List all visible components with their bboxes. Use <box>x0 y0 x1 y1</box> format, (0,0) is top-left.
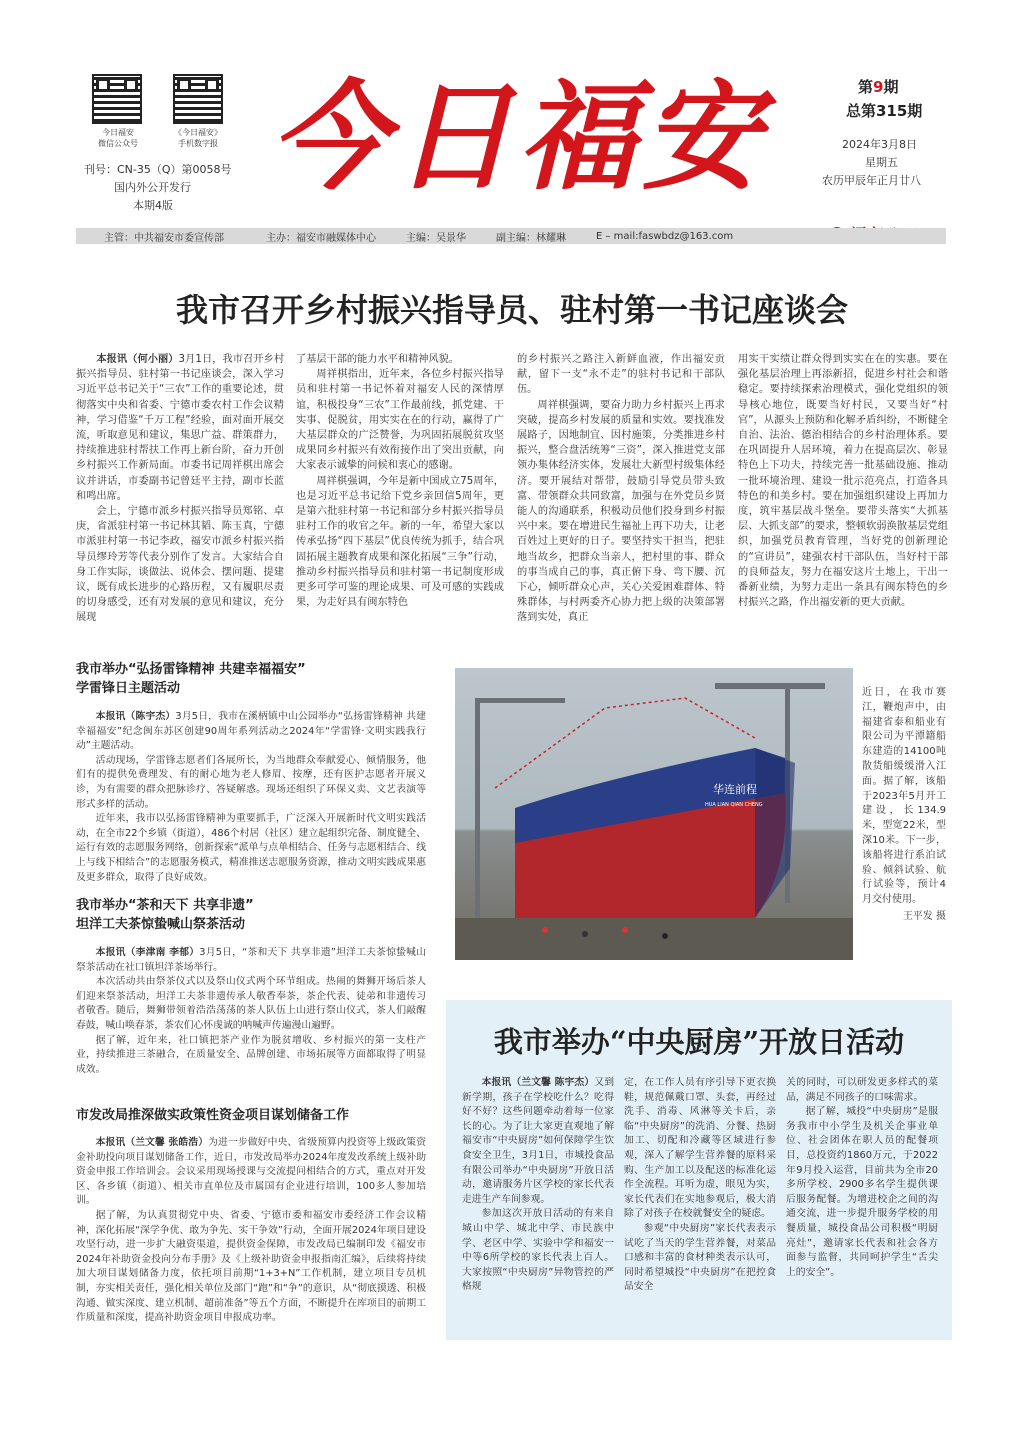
photo-caption <box>862 686 946 925</box>
masthead-title: 今日福安 <box>270 67 767 206</box>
host: 主办：福安市融媒体中心 <box>266 232 376 244</box>
qr-digital-paper[interactable] <box>173 74 223 124</box>
qr-code-icon <box>92 74 142 124</box>
fund-title: 市发改局推深做实政策性资金项目谋划储备工作 <box>76 1108 350 1123</box>
qr-digital-caption: 《今日福安》 手机数字报 <box>174 128 222 148</box>
kitchen-text: 据了解，城投“中央厨房”是服务我市中小学生及机关企事业单位、社会团体在职人员的配餐项目，总投资约1860万元，于2022年9月投入运营，目前共为全市20多所学校、2900多名学生提供课后服务配餐。为增进校企之间的沟通交流，进一步提升服务学校的用餐质量，城投食品公司积极“明厨亮灶”，邀请家长代表和社会各方面参与监督，共同呵护学生“舌尖上的安全”。 <box>786 1106 938 1278</box>
tea-text: 3月5日，“茶和天下 共享非遗”坦洋工夫茶惊蛰喊山祭茶活动在社口镇坦洋茶场举行。 <box>76 947 426 973</box>
ship-name-text: 华连前程 <box>713 783 757 796</box>
ship-illustration <box>455 668 853 960</box>
fund-text: 据了解，为认真贯彻党中央、省委、宁德市委和福安市委经济工作会议精神，深化拓展“深学争优、敢为争先、实干争效”行动，全面开展2024年项目建设攻坚行动，进一步扩大融资渠道，提供资金保障，市发改局已编制印发《福安市2024年补助资金投向分布手册》及《上级补助资金申报指南汇编》，后续将持续加大项目谋划储备力度，依托项目前期“1+3+N”工作机制，建立项目专员机制，夯实相关责任，强化相关单位及部门“跑”和“争”的意识，从“彻底摸透、积极沟通、做实深度、建立机制、超前准备”等五个方面，不断提升在库项目的前期工作质量和深度，提高补助资金项目申报成功率。 <box>76 1209 426 1324</box>
lead-text: 周祥棋指出，近年来，各位乡村振兴指导员和驻村第一书记怀着对福安人民的深情厚谊，积极投身“三农”工作最前线，抓党建、干实事、促脱贫，用实实在在的行动，赢得了广大基层群众的广泛赞誉，为巩固拓展脱贫攻坚成果同乡村振兴有效衔接作出了突出贡献，向大家表示诚挚的问候和衷心的感谢。 <box>296 369 504 472</box>
deputy-editor: 副主编：林耀琳 <box>496 232 566 244</box>
distribution: 国内外公开发行 <box>114 181 191 194</box>
tea-title-line: 坦洋工夫茶惊蛰喊山祭茶活动 <box>76 917 246 932</box>
lead-text: 的乡村振兴之路注入新鲜血液，作出福安贡献，留下一支“永不走”的驻村书记和干部队伍。 <box>517 354 725 396</box>
ship-name-en-text: HUA LIAN QIAN CHENG <box>705 802 763 808</box>
qr-wechat-caption: 今日福安 微信公众号 <box>98 128 138 148</box>
tea-text: 本次活动共由祭茶仪式以及祭山仪式两个环节组成。热闹的舞狮开场后茶人们迎来祭茶活动，坦洋工夫茶非遗传承人敬香奉茶，茶企代表、徒弟和非遗传习者敬香。随后，舞狮带领着浩浩荡荡的茶人队伍上山进行祭山仪式，茶人们敲醒春鼓，喊山唤春茶，茶农们心怀虔诚的呐喊声传遍漫山遍野。 <box>76 976 426 1031</box>
lead-headline: 我市召开乡村振兴指导员、驻村第一书记座谈会 <box>175 291 848 329</box>
leifeng-title-line: 学雷锋日主题活动 <box>76 681 181 696</box>
lead-col-3 <box>517 352 725 642</box>
kitchen-col-2 <box>624 1076 776 1338</box>
lead-col-1 <box>76 352 284 642</box>
issue-date: 2024年3月8日 <box>842 138 917 151</box>
page-count: 本期4版 <box>133 199 173 212</box>
tea-title-line: 我市举办“茶和天下 共享非遗” <box>76 898 254 913</box>
kitchen-byline: 本报讯（兰文馨 陈宇杰） <box>481 1077 595 1088</box>
total-issue: 总第315期 <box>846 102 923 120</box>
fund-text: 为进一步做好中央、省级预算内投资等上级政策资金补助投向项目谋划储备工作，近日，市发改局举办2024年度发改系统上级补助资金申报工作培训会。会议采用现场授课与交流提问相结合的方式，重点对开发区、各乡镇（街道）、相关市直单位及市属国有企业进行培训，100多人参加培训。 <box>76 1137 426 1207</box>
photo-caption-text: 近日，在我市赛江，鞭炮声中，由福建省泰和船业有限公司为平潭籍船东建造的14100吨散货船缓缓滑入江面。据了解，该船于2023年5月开工建设，长134.9米，型宽22米，型深10米。下一步，该船将进行系泊试验、倾斜试验、航行试验等，预计4月交付使用。 <box>862 687 946 906</box>
kitchen-text: 参加这次开放日活动的有来自城山中学、城北中学、市民族中学、老区中学、实验中学和福安一中等6所学校的家长代表上百人。大家按照“中央厨房”异物管控的严格规 <box>462 1208 614 1293</box>
kitchen-text: 定，在工作人员有序引导下更衣换鞋，规范佩戴口罩、头套，再经过洗手、消毒、风淋等关卡后，亲临“中央厨房”的洗消、分餐、热厨加工、切配和冷藏等区域进行参观，深入了解学生营养餐的原料采购、生产加工以及配送的标准化运作全流程。耳听为虚，眼见为实，家长代表们在实地参观后，极大消除了对孩子在校就餐安全的疑虑。 <box>624 1077 776 1220</box>
tea-body <box>76 946 426 1096</box>
fund-byline: 本报讯（兰文馨 张皓浩） <box>95 1137 209 1148</box>
issue-number: 第9期 <box>858 78 899 96</box>
qr-wechat[interactable] <box>92 74 142 124</box>
sponsor: 主管：中共福安市委宣传部 <box>104 232 224 244</box>
fund-body <box>76 1136 426 1372</box>
lead-col-4 <box>738 352 948 642</box>
kitchen-col-1 <box>462 1076 614 1338</box>
lead-text: 会上，宁德市派乡村振兴指导员郑铭、卓庚，省派驻村第一书记林其韬、陈玉真，宁德市派驻村第一书记李政，福安市派乡村振兴指导员缪玲芳等代表分别作了发言。大家结合自身工作实际，谈做法、说体会、摆问题、提建议，既有成长进步的心路历程，又有履职尽责的切身感受，还有对发展的意见和建议，充分展现 <box>76 506 284 624</box>
chief-editor: 主编：吴景华 <box>406 232 466 244</box>
lead-col-2 <box>296 352 504 642</box>
lead-text: 3月1日，我市召开乡村振兴指导员、驻村第一书记座谈会，深入学习习近平总书记关于“三农”工作的重要论述，贯彻落实中央和省委、宁德市委农村工作会议精神，学习借鉴“千万工程”经验，面对面开展交流，听取意见和建议，集思广益、群策群力，持续推进驻村帮扶工作再上新台阶，奋力开创乡村振兴工作新局面。市委书记周祥棋出席会议并讲话，市委副书记曾廷平主持，副市长蓝和鸣出席。 <box>76 354 284 502</box>
weekday: 星期五 <box>865 156 898 169</box>
lead-text: 了基层干部的能力水平和精神风貌。 <box>296 354 459 365</box>
tea-byline: 本报讯（李津南 李郁） <box>95 947 200 958</box>
leifeng-text: 活动现场，学雷锋志愿者们各展所长，为当地群众奉献爱心、倾情服务，他们有的提供免费理发、有的耐心地为老人修眉、按摩，还有医护志愿者开展义诊，为有需要的群众把脉诊疗、答疑解惑。现场还组织了环保义卖、文艺表演等形式多样的活动。 <box>76 754 426 810</box>
kitchen-text: 参观“中央厨房”家长代表表示试吃了当天的学生营养餐，对菜品口感和丰富的食材种类表示认可，同时希望城投“中央厨房”在把控食品安全 <box>624 1222 776 1293</box>
lead-byline: 本报讯（何小丽） <box>96 354 179 365</box>
kitchen-text: 又到新学期，孩子在学校吃什么？吃得好不好？这些问题牵动着每一位家长的心。为了让大家更直观地了解福安市“中央厨房”如何保障学生饮食安全卫生，3月1日，市城投食品有限公司举办“中央厨房”开放日活动，邀请服务片区学校的家长代表走进生产车间参观。 <box>462 1077 614 1205</box>
tea-text: 据了解，近年来，社口镇把茶产业作为脱贫增收、乡村振兴的第一支柱产业，持续推进三茶融合，在质量安全、品牌创建、市场拓展等方面都取得了明显成效。 <box>76 1034 426 1075</box>
lunar-date: 农历甲辰年正月廿八 <box>822 174 921 187</box>
photo-credit: 王平发 摄 <box>902 910 946 922</box>
tea-title <box>76 896 426 934</box>
leifeng-body <box>76 710 426 882</box>
leifeng-title-line: 我市举办“弘扬雷锋精神 共建幸福福安” <box>76 662 306 677</box>
qr-code-icon <box>173 74 223 124</box>
ship-launch-photo <box>455 668 853 960</box>
kitchen-col-3 <box>786 1076 938 1338</box>
lead-text: 周祥棋强调，要奋力助力乡村振兴上再求突破，提高乡村发展的质量和实效。要找准发展路子，因地制宜、因村施策，分类推进乡村振兴，整合盘活统筹“三资”，深入推进党支部领办集体经济实体，发展壮大新型村级集体经济。要开展结对帮带，鼓励引导党员带头致富、带领群众共同致富，加强与在外党员乡贤能人的沟通联系，积极动员他们投身到乡村振兴中来。要在增进民生福祉上再下功夫，让老百姓过上更好的日子。要坚持实干担当，把驻地当故乡，把群众当亲人，把村里的事、群众的事当成自己的事，真正俯下身、弯下腰、沉下心，倾听群众心声，关心关爱困难群体、特殊群体，与村两委齐心协力把上级的决策部署落到实处，真正 <box>517 399 725 624</box>
leifeng-text: 近年来，我市以弘扬雷锋精神为重要抓手，广泛深入开展新时代文明实践活动，在全市22个乡镇（街道），486个村居（社区）建立起组织完备、制度健全、运行有效的志愿服务网络，创新探索“派单与点单相结合、任务与志愿相结合、线上与线下相结合”的志愿服务模式，精准推送志愿服务资源，推动文明实践成果惠及更多群众，取得了良好成效。 <box>76 813 426 882</box>
leifeng-byline: 本报讯（陈宇杰） <box>95 711 176 722</box>
email: E – mail:faswbdz@163.com <box>596 230 734 242</box>
leifeng-text: 3月5日，我市在溪柄镇中山公园举办“弘扬雷锋精神 共建幸福福安”纪念闽东苏区创建90周年系列活动之2024年“学雷锋·文明实践我行动”主题活动。 <box>76 711 426 752</box>
leifeng-title <box>76 660 426 698</box>
lead-text: 用实干实绩让群众得到实实在在的实惠。要在强化基层治理上再添新招，促进乡村社会和谐稳定。要持续探索治理模式，强化党组织的领导核心地位，既要当好村民，又要当好“村官”，从源头上预防和化解矛盾纠纷，不断健全自治、法治、德治相结合的乡村治理体系。要在巩固提升人居环境，着力在提高层次、彰显特色上下功夫，持续完善一批基础设施、推动一批环境治理、建设一批示范亮点，打造各具特色的和美乡村。要在加强组织建设上再加力度，筑牢基层战斗堡垒。要带头落实“大抓基层、大抓支部”的要求，整顿软弱涣散基层党组织，加强党员教育管理，当好党的创新理论的“宣讲员”，建强农村干部队伍，当好村干部的良师益友，努力在福安这片土地上，干出一番新业绩，为努力走出一条具有闽东特色的乡村振兴之路，作出福安新的更大贡献。 <box>738 354 948 609</box>
info-bar <box>76 228 946 244</box>
kitchen-headline: 我市举办“中央厨房”开放日活动 <box>493 1025 905 1059</box>
kan-hao: 刊号：CN-35（Q）第0058号 <box>84 163 232 176</box>
kitchen-text: 关的同时，可以研发更多样式的菜品，满足不同孩子的口味需求。 <box>786 1077 938 1103</box>
lead-text: 周祥棋强调，今年是新中国成立75周年，也是习近平总书记给下党乡亲回信5周年，更是第六批驻村第一书记和部分乡村振兴指导员驻村工作的收官之年。新的一年，希望大家以传承弘扬“四下基层”优良传统为抓手，结合巩固拓展主题教育成果和深化拓展“三争”行动，推动乡村振兴指导员和驻村第一书记制度形成更多可学可鉴的理论成果、可及可感的实践成果，为走好具有闽东特色 <box>296 475 504 609</box>
